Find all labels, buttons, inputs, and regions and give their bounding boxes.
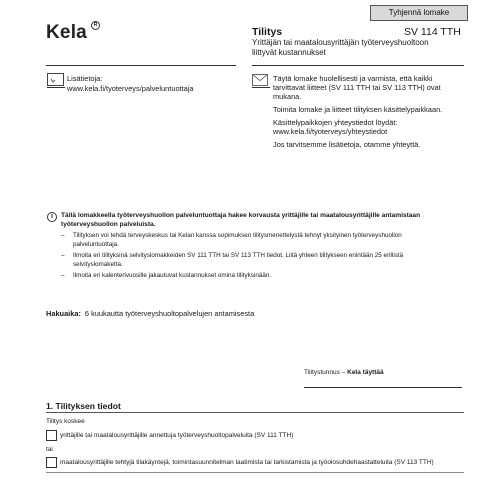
hakuaika-label: Hakuaika: xyxy=(46,309,81,318)
envelope-icon xyxy=(252,73,268,85)
tilitystunnus xyxy=(304,369,384,376)
instructions-para-2: Toimita lomake ja liitteet tilityksen käsittelypaikkaan. xyxy=(273,105,443,114)
registered-mark-icon: R xyxy=(91,21,100,30)
instructions-para-3: Käsittelypaikkojen yhteystiedot löydät: www.kela.fi/tyoterveys/yhteystiedot xyxy=(273,118,398,136)
tilitystunnus-field xyxy=(304,387,462,388)
info-section xyxy=(67,74,194,93)
instructions-text xyxy=(273,74,453,153)
notice-item: – Ilmoita eri kalenterivuosille jakautuvat kustannukset omina tilityksinään. xyxy=(61,272,433,281)
header-rule-right xyxy=(252,65,464,66)
info-icon-underline xyxy=(47,87,65,88)
notice-heading: Tällä lomakkeella työterveyshuollon palveluntuottaja hakee korvausta yrittäjille tai maatalousyrittäjille antamistaan työterveyshuollon palveluista. xyxy=(61,212,421,228)
header-rule-left xyxy=(46,65,236,66)
form-title: Tilitys xyxy=(252,26,283,38)
info-label: Lisätietoja: xyxy=(67,74,103,83)
option-2-label: maatalousyrittäjille tehtyjä tilakäyntejä, toimintasuunnitelman laatimista tai tarkistamista ja työolosuhdehaastatteluita (SV 113 TTH) xyxy=(60,459,434,466)
section-1-title: 1. Tilityksen tiedot xyxy=(46,401,121,411)
form-code: SV 114 TTH xyxy=(404,26,461,38)
hakuaika-value: 6 kuukautta työterveyshuoltopalvelujen antamisesta xyxy=(84,309,255,318)
clear-form-button[interactable]: Tyhjennä lomake xyxy=(370,5,468,21)
envelope-icon-underline xyxy=(252,87,270,88)
instructions-para-4: Jos tarvitsemme lisätietoja, otamme yhteyttä. xyxy=(273,140,421,149)
kela-logo: Kela xyxy=(46,22,87,43)
bottom-rule xyxy=(46,472,464,473)
form-subtitle: Yrittäjän tai maatalousyrittäjän työterveyshuoltoon liittyvät kustannukset xyxy=(252,38,429,57)
tilitystunnus-note: Kela täyttää xyxy=(347,369,384,376)
notice-list xyxy=(61,232,433,284)
option-1-label: yrittäjille tai maatalousyrittäjille annettuja työterveyshuoltopalveluita (SV 111 TTH) xyxy=(60,432,294,439)
option-2-checkbox[interactable] xyxy=(46,457,57,468)
tilitystunnus-label: Tilitystunnus – xyxy=(304,369,346,376)
notice-item: – Tilityksen voi tehdä terveyskeskus tai Kelan kanssa sopimuksen tilitysmenettelystä tehnyt yksityinen työterveyshuollon palveluntuottaja. xyxy=(61,232,433,249)
instructions-para-1: Täytä lomake huolellisesti ja varmista, että kaikki tarvittavat liitteet (SV 111 TTH tai SV 113 TTH) ovat mukana. xyxy=(273,74,441,101)
section-1-rule xyxy=(46,412,464,413)
info-link[interactable]: www.kela.fi/tyoterveys/palveluntuottaja xyxy=(67,83,194,93)
info-card-icon xyxy=(47,73,64,86)
or-label: tai xyxy=(46,446,53,453)
info-circle-icon: i xyxy=(47,212,57,222)
hakuaika xyxy=(46,309,254,318)
concerns-label: Tilitys koskee xyxy=(46,418,85,425)
notice-item: – Ilmoita eri tilityksinä selvityslomakkeiden SV 111 TTH tai SV 113 TTH tiedot. Liitä yhteen tilitykseen enintään 25 erillistä selvityslomaketta. xyxy=(61,252,433,269)
option-1-checkbox[interactable] xyxy=(46,430,57,441)
